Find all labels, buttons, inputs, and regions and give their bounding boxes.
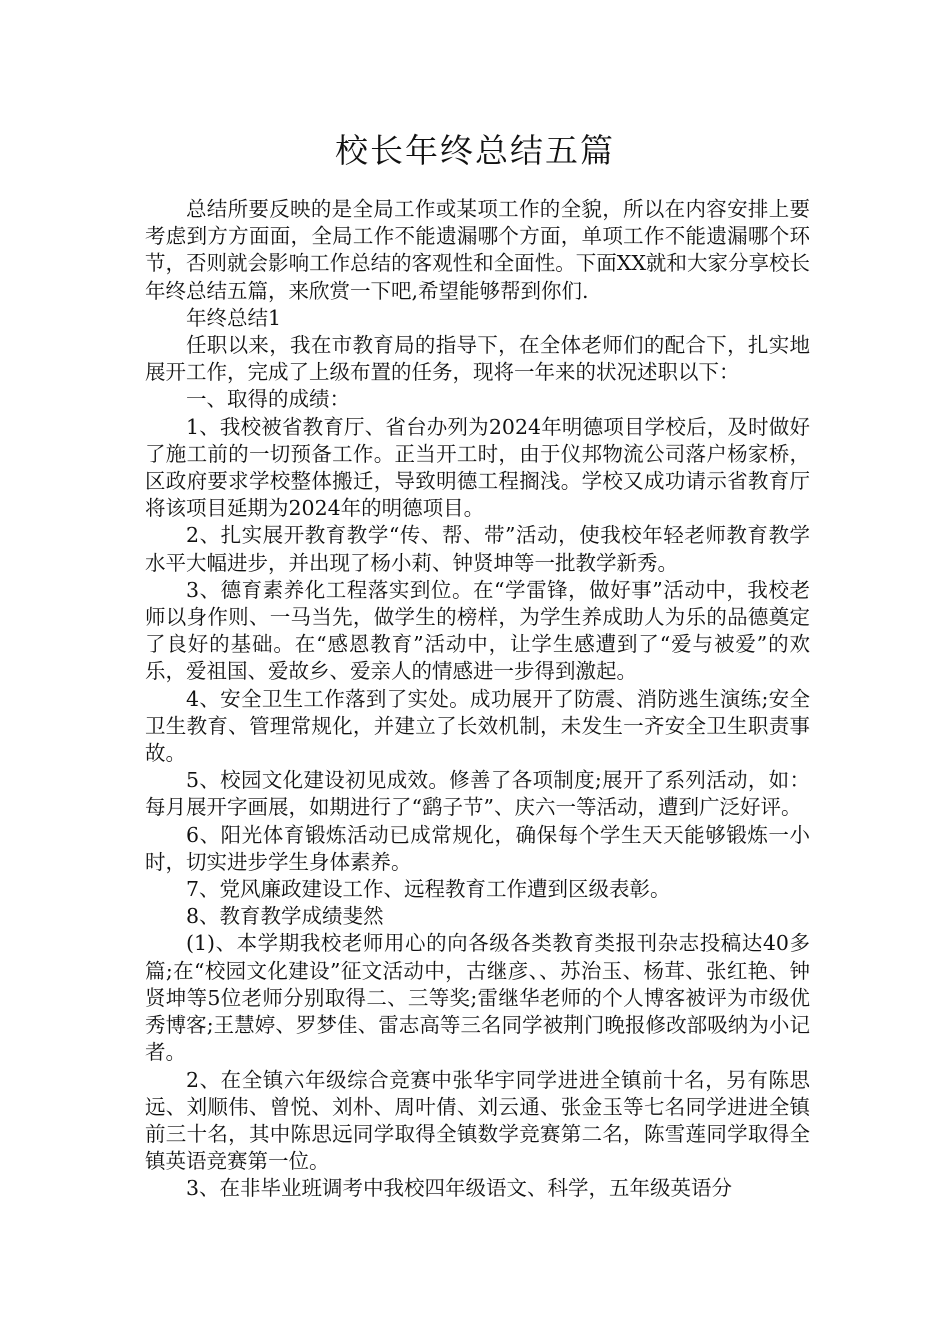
- paragraph: 3、德育素养化工程落实到位。在“学雷锋，做好事”活动中，我校老师以身作则、一马当先，做学生的榜样，为学生养成助人为乐的品德奠定了良好的基础。在“感恩教育”活动中，让学生感遭到了“爱与被爱”的欢乐，爱祖国、爱故乡、爱亲人的情感进一步得到激起。: [145, 577, 810, 684]
- paragraph: 7、党风廉政建设工作、远程教育工作遭到区级表彰。: [186, 877, 671, 902]
- paragraph: 4、安全卫生工作落到了实处。成功展开了防震、消防逃生演练;安全卫生教育、管理常规化，并建立了长效机制，未发生一齐安全卫生职责事故。: [145, 686, 810, 766]
- section-heading: 年终总结1: [186, 305, 282, 330]
- paragraph: (1)、本学期我校老师用心的向各级各类教育类报刊杂志投稿达40多篇;在“校园文化建设”征文活动中，古继彦、、苏治玉、杨茸、张红艳、钟贤坤等5位老师分别取得二、三等奖;雷继华老师的个人博客被评为市级优秀博客;王慧婷、罗梦佳、雷志高等三名同学被荆门晚报修改部吸纳为小记者。: [145, 931, 810, 1065]
- paragraph: 6、阳光体育锻炼活动已成常规化，确保每个学生天天能够锻炼一小时，切实进步学生身体素养。: [145, 822, 810, 874]
- document-title: 校长年终总结五篇: [335, 131, 615, 170]
- paragraph: 1、我校被省教育厅、省台办列为2024年明德项目学校后，及时做好了施工前的一切预备工作。正当开工时，由于仪邦物流公司落户杨家桥，区政府要求学校整体搬迁，导致明德工程搁浅。学校又成功请示省教育厅将该项目延期为2024年的明德项目。: [145, 414, 810, 521]
- paragraph: 5、校园文化建设初见成效。修善了各项制度;展开了系列活动，如：每月展开字画展，如期进行了“鹞子节”、庆六一等活动，遭到广泛好评。: [145, 768, 810, 820]
- paragraph: 任职以来，我在市教育局的指导下，在全体老师们的配合下，扎实地展开工作，完成了上级布置的任务，现将一年来的状况述职以下：: [145, 333, 810, 385]
- document-body: [145, 196, 810, 1203]
- subsection-heading: 一、取得的成绩：: [186, 387, 350, 412]
- paragraph: 3、在非毕业班调考中我校四年级语文、科学，五年级英语分: [186, 1176, 733, 1201]
- intro-paragraph: 总结所要反映的是全局工作或某项工作的全貌，所以在内容安排上要考虑到方方面面，全局工作不能遗漏哪个方面，单项工作不能遗漏哪个环节，否则就会影响工作总结的客观性和全面性。下面XX就和大家分享校长年终总结五篇，来欣赏一下吧,希望能够帮到你们.: [145, 197, 810, 303]
- paragraph: 2、在全镇六年级综合竞赛中张华宇同学进进全镇前十名，另有陈思远、刘顺伟、曾悦、刘朴、周叶倩、刘云通、张金玉等七名同学进进全镇前三十名，其中陈思远同学取得全镇数学竞赛第二名，陈雪莲同学取得全镇英语竞赛第一位。: [145, 1067, 810, 1174]
- paragraph: 2、扎实展开教育教学“传、帮、带”活动，使我校年轻老师教育教学水平大幅进步，并出现了杨小莉、钟贤坤等一批教学新秀。: [145, 523, 810, 575]
- paragraph: 8、教育教学成绩斐然: [186, 904, 384, 929]
